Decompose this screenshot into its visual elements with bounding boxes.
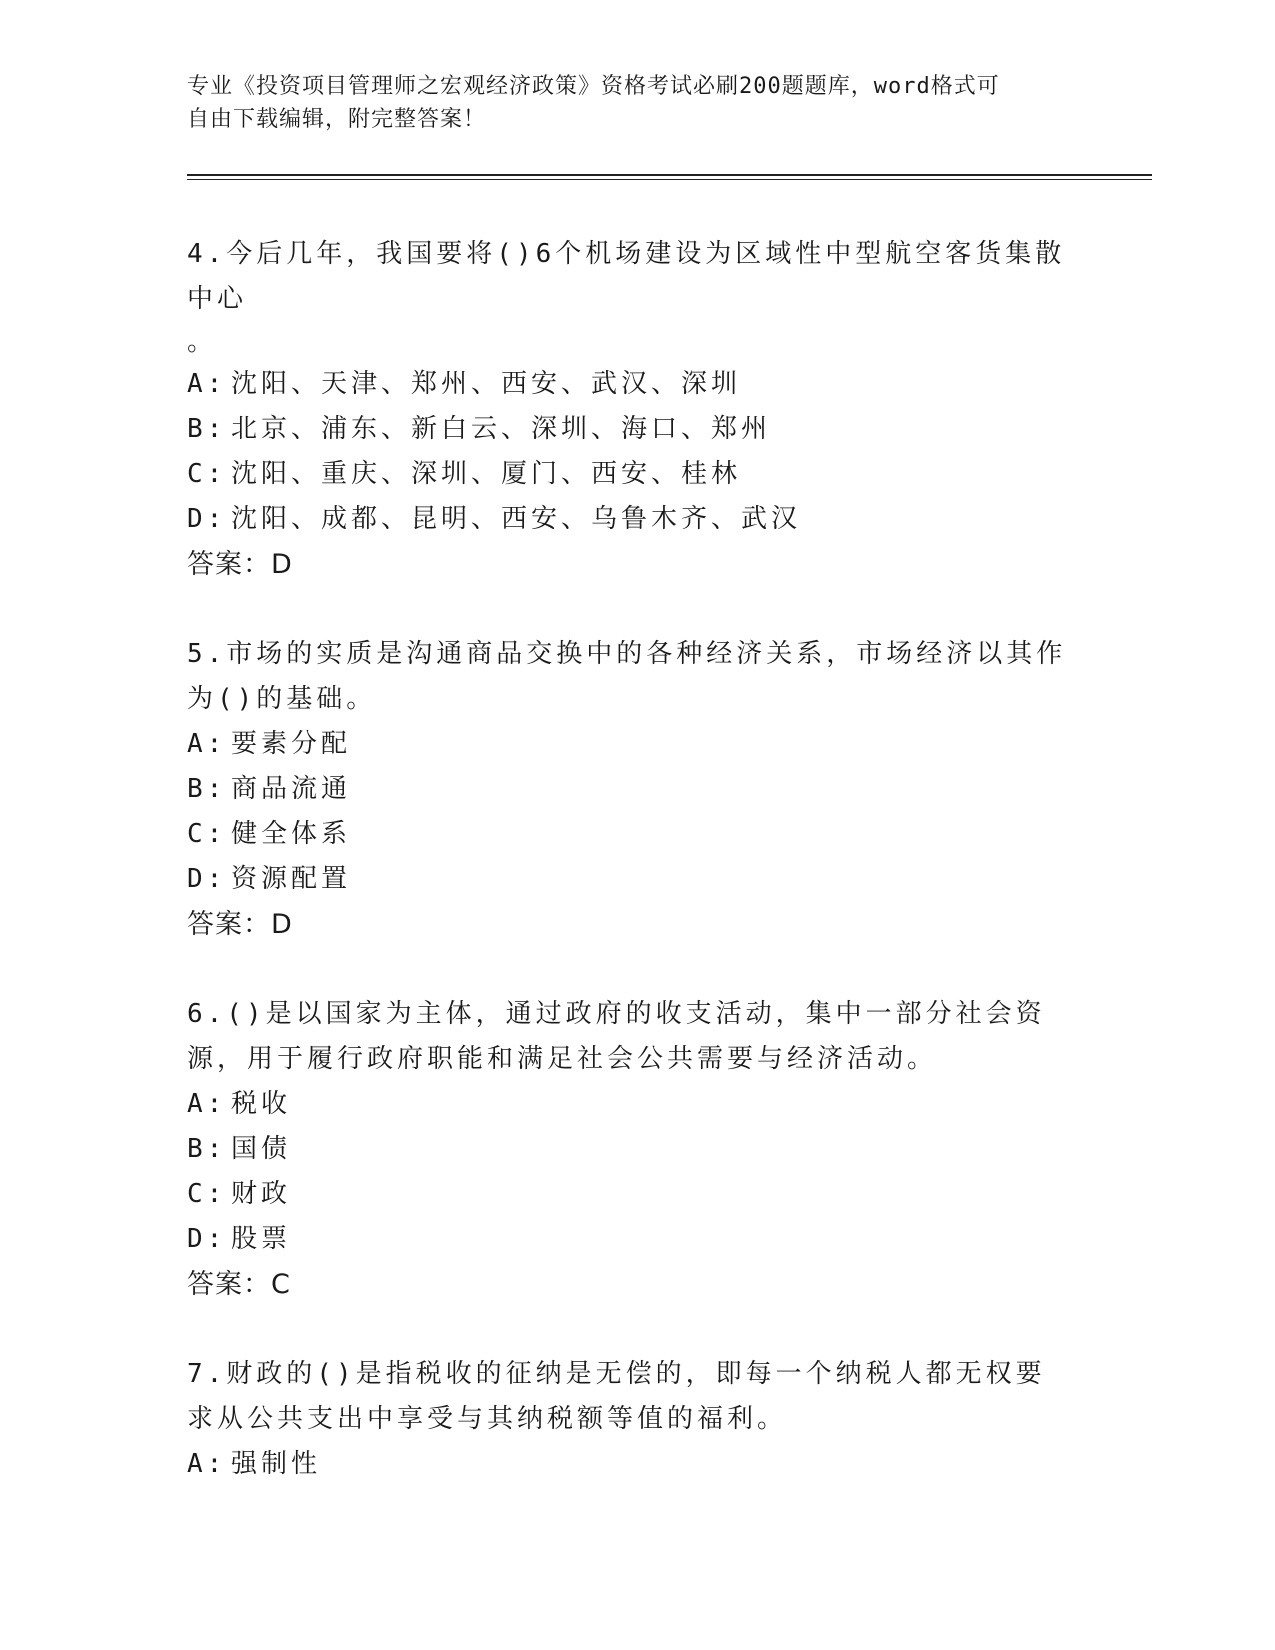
option-letter: B:	[187, 1134, 227, 1164]
option-c	[187, 812, 1147, 857]
answer: 答案：D	[187, 909, 293, 940]
option-text: 财政	[231, 1179, 292, 1209]
option-letter: A:	[187, 729, 227, 759]
question-7	[187, 1352, 1147, 1487]
option-d	[187, 497, 1147, 542]
option-text: 沈阳、重庆、深圳、厦门、西安、桂林	[231, 459, 742, 489]
question-5	[187, 632, 1147, 948]
option-text: 股票	[231, 1224, 292, 1254]
option-b	[187, 767, 1147, 812]
question-stem: 6.()是以国家为主体，通过政府的收支活动，集中一部分社会资源，用于履行政府职能和满足社会公共需要与经济活动。	[187, 999, 1046, 1074]
document-header-line-1: 专业《投资项目管理师之宏观经济政策》资格考试必刷200题题库，word格式可	[187, 74, 1000, 99]
option-text: 沈阳、成都、昆明、西安、乌鲁木齐、武汉	[231, 504, 802, 534]
option-text: 北京、浦东、新白云、深圳、海口、郑州	[231, 414, 772, 444]
option-letter: B:	[187, 414, 227, 444]
option-letter: A:	[187, 1449, 227, 1479]
option-letter: A:	[187, 369, 227, 399]
option-a	[187, 722, 1147, 767]
option-letter: D:	[187, 504, 227, 534]
question-stem: 5.市场的实质是沟通商品交换中的各种经济关系，市场经济以其作为()的基础。	[187, 639, 1067, 714]
option-letter: D:	[187, 864, 227, 894]
question-stem: 4.今后几年，我国要将()6个机场建设为区域性中型航空客货集散中心	[187, 239, 1066, 314]
question-6	[187, 992, 1147, 1308]
option-text: 资源配置	[231, 864, 352, 894]
answer: 答案：C	[187, 1269, 291, 1300]
option-d	[187, 857, 1147, 902]
question-stem-continuation: 。	[187, 327, 218, 357]
option-a	[187, 1442, 1147, 1487]
document-header-line-2: 自由下载编辑，附完整答案！	[187, 107, 487, 132]
document-page	[187, 70, 1147, 1531]
option-c	[187, 452, 1147, 497]
question-stem: 7.财政的()是指税收的征纳是无偿的，即每一个纳税人都无权要求从公共支出中享受与其纳税额等值的福利。	[187, 1359, 1046, 1434]
option-letter: B:	[187, 774, 227, 804]
option-b	[187, 407, 1147, 452]
option-text: 健全体系	[231, 819, 352, 849]
option-d	[187, 1217, 1147, 1262]
option-text: 商品流通	[231, 774, 352, 804]
option-letter: A:	[187, 1089, 227, 1119]
option-letter: C:	[187, 459, 227, 489]
option-letter: D:	[187, 1224, 227, 1254]
header-divider	[187, 174, 1152, 180]
question-list	[187, 232, 1147, 1487]
option-b	[187, 1127, 1147, 1172]
option-letter: C:	[187, 1179, 227, 1209]
option-text: 要素分配	[231, 729, 352, 759]
option-text: 国债	[231, 1134, 292, 1164]
question-4	[187, 232, 1147, 588]
option-a	[187, 1082, 1147, 1127]
option-text: 税收	[231, 1089, 292, 1119]
option-c	[187, 1172, 1147, 1217]
option-letter: C:	[187, 819, 227, 849]
option-text: 强制性	[231, 1449, 322, 1479]
option-text: 沈阳、天津、郑州、西安、武汉、深圳	[231, 369, 742, 399]
option-a	[187, 362, 1147, 407]
answer: 答案：D	[187, 549, 293, 580]
